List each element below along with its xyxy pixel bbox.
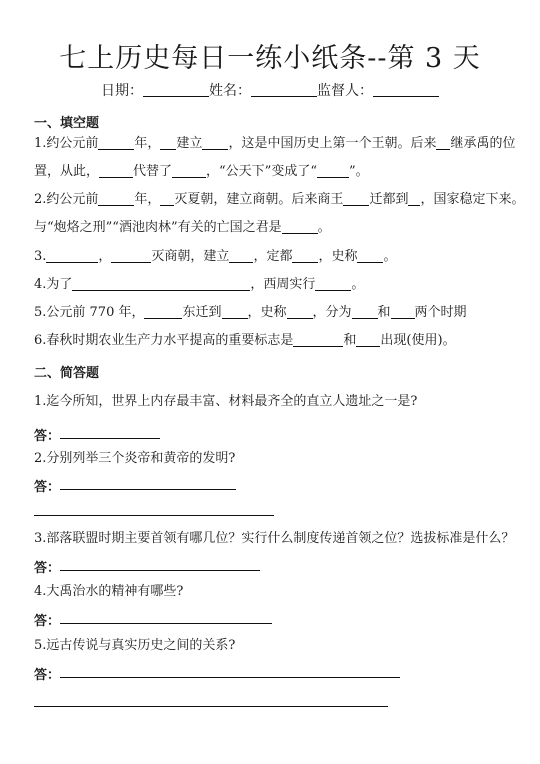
q1b-blank-3[interactable] [317,163,349,178]
q2-blank-3[interactable] [343,191,369,206]
q3-blank-2[interactable] [111,248,151,263]
q4-blank-1[interactable] [72,276,250,291]
q3-blank-5[interactable] [357,248,383,263]
q4-blank-2[interactable] [315,276,351,291]
fill-question-1-cont [34,159,514,184]
short-question-4: 4.大禹治水的精神有哪些? [34,584,184,599]
q6-blank-1[interactable] [293,332,343,347]
section-fill-in-heading: 一、填空题 [34,116,100,131]
fill-question-4 [34,272,514,297]
q5-blank-2[interactable] [222,304,248,319]
q5-text-e: 和 [377,305,391,320]
answer-label-2: 答： [34,480,61,495]
q3-text-d: ，定都 [253,249,293,264]
q5-text-c: ，史称 [247,305,287,320]
q1-blank-2[interactable] [160,135,176,150]
short-question-2: 2.分别列举三个炎帝和黄帝的发明? [34,451,236,466]
q2-text-d: 迁都到 [369,192,409,207]
q1-text-e: 继承禹的位 [450,136,516,151]
q6-text-b: 和 [343,333,357,348]
q2-text-e: ，国家稳定下来。 [420,192,525,207]
answer-label-3: 答： [34,561,61,576]
q1-text-d: ，这是中国历史上第一个王朝。后来 [228,136,437,151]
q1-text-c: 建立 [176,136,203,151]
q3-text-a: 3. [34,249,47,264]
q5-blank-4[interactable] [352,304,378,319]
name-blank[interactable] [251,82,317,97]
q2-blank-2[interactable] [160,191,174,206]
q3-text-c: 灭商朝，建立 [151,249,230,264]
q1-blank-3[interactable] [202,135,228,150]
q4-text-b: ，西周实行 [250,277,316,292]
q5-blank-3[interactable] [287,304,313,319]
answer-line-2b[interactable] [34,515,274,516]
fill-question-2 [34,187,525,212]
supervisor-label: 监督人： [317,83,373,99]
fill-question-2-cont [34,215,514,240]
q2-text-b: 年， [134,192,161,207]
answer-line-5b[interactable] [34,706,388,707]
q1-text-a: 1.约公元前 [34,136,99,151]
q2-blank-1[interactable] [98,191,134,206]
q2b-text-b: 。 [317,220,331,235]
q6-blank-2[interactable] [356,332,380,347]
q3-blank-4[interactable] [292,248,318,263]
q5-blank-1[interactable] [144,304,182,319]
q3-text-f: 。 [383,249,397,264]
name-label: 姓名： [209,83,251,99]
q3-text-e: ，史称 [318,249,358,264]
answer-label-5: 答： [34,668,61,683]
answer-line-4[interactable] [60,623,272,624]
page-title: 七上历史每日一练小纸条--第 3 天 [59,43,481,74]
q1b-text-a: 置，从此， [34,164,100,179]
q1b-text-b: 代替了 [133,164,173,179]
q2-blank-4[interactable] [408,191,420,206]
section-short-answer-heading: 二、简答题 [34,366,100,381]
short-question-5: 5.远古传说与真实历史之间的关系? [34,638,236,653]
q2b-blank-1[interactable] [282,219,318,234]
q2b-text-a: 与“炮烙之刑”“酒池肉林”有关的亡国之君是 [34,220,282,235]
answer-line-2a[interactable] [60,489,236,490]
answer-label-1: 答： [34,429,61,444]
q5-blank-5[interactable] [391,304,415,319]
q1b-blank-1[interactable] [99,163,133,178]
q1-blank-1[interactable] [98,135,134,150]
q1b-blank-2[interactable] [172,163,206,178]
q3-text-b: ， [98,249,112,264]
q5-text-d: ，分为 [312,305,352,320]
header-fields [0,80,540,100]
q1b-text-c: ，“公天下”变成了“ [206,164,317,179]
short-question-1: 1.迄今所知，世界上内存最丰富、材料最齐全的直立人遗址之一是? [34,394,418,409]
answer-line-3[interactable] [60,570,260,571]
answer-line-5a[interactable] [60,677,400,678]
q5-text-a: 5.公元前 770 年， [34,305,145,320]
q6-text-c: 出现(使用)。 [380,333,456,348]
answer-label-4: 答： [34,614,61,629]
q6-text-a: 6.春秋时期农业生产力水平提高的重要标志是 [34,333,294,348]
fill-question-1 [34,131,514,156]
q4-text-a: 4.为了 [34,277,73,292]
fill-question-3 [34,244,514,269]
q5-text-b: 东迁到 [182,305,222,320]
date-blank[interactable] [143,82,209,97]
fill-question-6 [34,328,514,353]
fill-question-5 [34,300,514,325]
q2-text-a: 2.约公元前 [34,192,99,207]
q2-text-c: 灭夏朝，建立商朝。后来商王 [174,192,344,207]
q3-blank-1[interactable] [46,248,98,263]
q1-blank-4[interactable] [436,135,450,150]
date-label: 日期： [101,83,143,99]
q1b-text-d: ”。 [348,164,369,179]
supervisor-blank[interactable] [373,82,439,97]
answer-line-1[interactable] [60,438,160,439]
q5-text-f: 两个时期 [414,305,467,320]
q3-blank-3[interactable] [229,248,253,263]
short-question-3: 3.部落联盟时期主要首领有哪几位？实行什么制度传递首领之位？选拔标准是什么？ [34,531,515,546]
q4-text-c: 。 [351,277,365,292]
q1-text-b: 年， [134,136,161,151]
